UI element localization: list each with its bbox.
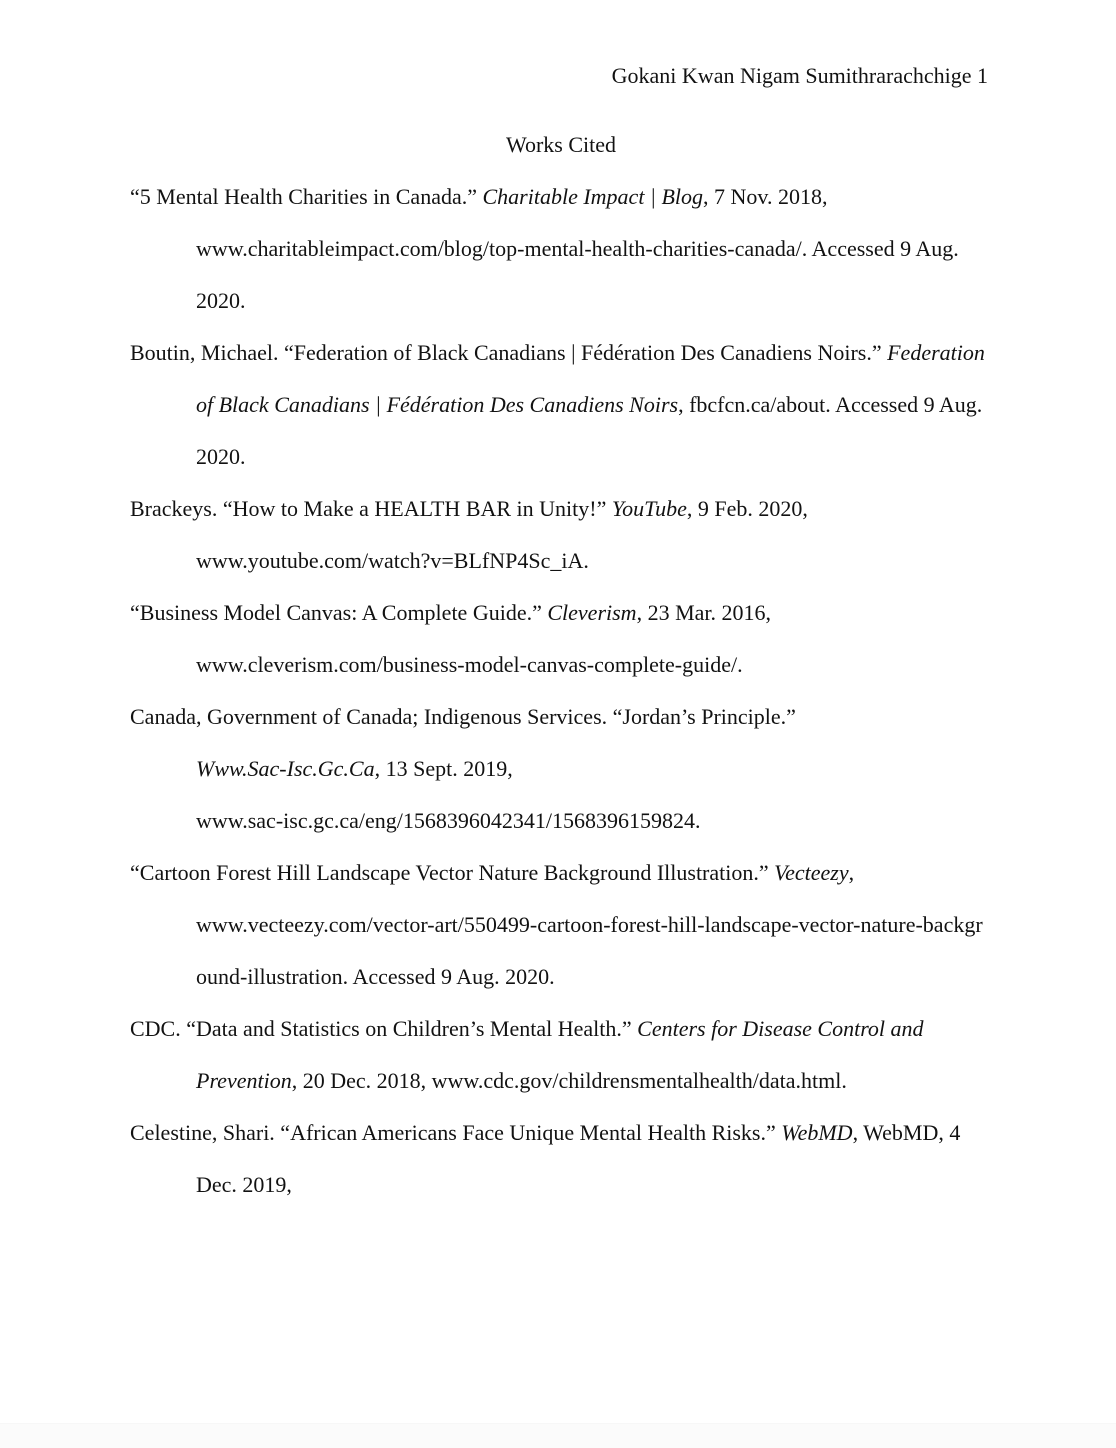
citation-segment: www.charitableimpact.com/blog/top-mental-health-charities-canada/. Accessed 9 Aug. [196, 236, 959, 261]
citation-segment: 2020. [196, 444, 246, 469]
citation-line [130, 1159, 992, 1211]
citation-line [130, 951, 992, 1003]
citation-line [130, 795, 992, 847]
citation-segment: “5 Mental Health Charities in Canada.” [130, 184, 483, 209]
citation-line [130, 899, 992, 951]
citation-segment-italic: Federation [887, 340, 985, 365]
citation-segment-italic: Vecteezy [774, 860, 849, 885]
citation-segment-italic: Www.Sac-Isc.Gc.Ca [196, 756, 375, 781]
citation-line [130, 379, 992, 431]
citation-segment-italic: Centers for Disease Control and [637, 1016, 924, 1041]
citation-segment: CDC. “Data and Statistics on Children’s Mental Health.” [130, 1016, 638, 1041]
citation-segment: , fbcfcn.ca/about. Accessed 9 Aug. [678, 392, 983, 417]
citation-segment: Celestine, Shari. “African Americans Face Unique Mental Health Risks.” [130, 1120, 782, 1145]
citation-entry [130, 847, 992, 1003]
citation-entry [130, 1107, 992, 1211]
citation-segment: , 9 Feb. 2020, [686, 496, 808, 521]
citation-line [130, 1055, 992, 1107]
page-bottom-gap [0, 1423, 1116, 1448]
citation-line [130, 327, 992, 379]
citation-segment: , 13 Sept. 2019, [374, 756, 513, 781]
citation-line [130, 431, 992, 483]
citation-segment-italic: Cleverism [547, 600, 637, 625]
citation-segment: Brackeys. “How to Make a HEALTH BAR in Unity!” [130, 496, 612, 521]
citation-line [130, 483, 992, 535]
citation-line [130, 275, 992, 327]
citation-line [130, 1003, 992, 1055]
citation-entry [130, 483, 992, 587]
citation-segment: www.sac-isc.gc.ca/eng/1568396042341/1568396159824. [196, 808, 701, 833]
citation-line [130, 639, 992, 691]
citation-segment: , 23 Mar. 2016, [636, 600, 772, 625]
citation-segment: , [848, 860, 855, 885]
citation-line [130, 535, 992, 587]
citations [130, 171, 992, 1211]
citation-segment: “Business Model Canvas: A Complete Guide.” [130, 600, 548, 625]
citation-segment: Boutin, Michael. “Federation of Black Canadians | Fédération Des Canadiens Noirs.” [130, 340, 888, 365]
citation-segment: Dec. 2019, [196, 1172, 292, 1197]
citation-segment: , 20 Dec. 2018, www.cdc.gov/childrensmentalhealth/data.html. [291, 1068, 847, 1093]
citation-line [130, 743, 992, 795]
citation-segment: www.cleverism.com/business-model-canvas-complete-guide/. [196, 652, 743, 677]
citation-line [130, 691, 992, 743]
citation-segment: www.youtube.com/watch?v=BLfNP4Sc_iA. [196, 548, 589, 573]
citation-segment: 2020. [196, 288, 246, 313]
citation-segment-italic: Prevention [196, 1068, 292, 1093]
citation-segment: ound-illustration. Accessed 9 Aug. 2020. [196, 964, 555, 989]
citation-segment: www.vecteezy.com/vector-art/550499-cartoon-forest-hill-landscape-vector-nature-backgr [196, 912, 983, 937]
citation-line [130, 223, 992, 275]
citation-segment-italic: WebMD [781, 1120, 853, 1145]
citation-line [130, 1107, 992, 1159]
citation-entry [130, 1003, 992, 1107]
citation-entry [130, 171, 992, 327]
citation-line [130, 171, 992, 223]
citation-segment-italic: Charitable Impact | Blog [482, 184, 704, 209]
citation-segment: “Cartoon Forest Hill Landscape Vector Nature Background Illustration.” [130, 860, 775, 885]
citation-entry [130, 691, 992, 847]
citation-entry [130, 327, 992, 483]
citation-segment-italic: YouTube [611, 496, 687, 521]
works-cited-title: Works Cited [505, 132, 617, 157]
citation-segment: Canada, Government of Canada; Indigenous Services. “Jordan’s Principle.” [130, 704, 796, 729]
citation-line [130, 587, 992, 639]
citation-segment-italic: of Black Canadians | Fédération Des Canadiens Noirs [196, 392, 679, 417]
citation-segment: , 7 Nov. 2018, [703, 184, 828, 209]
citation-entry [130, 587, 992, 691]
citation-line [130, 847, 992, 899]
document-body [130, 119, 992, 1211]
running-head: Gokani Kwan Nigam Sumithrarachchige 1 [611, 63, 988, 88]
citation-segment: , WebMD, 4 [852, 1120, 961, 1145]
